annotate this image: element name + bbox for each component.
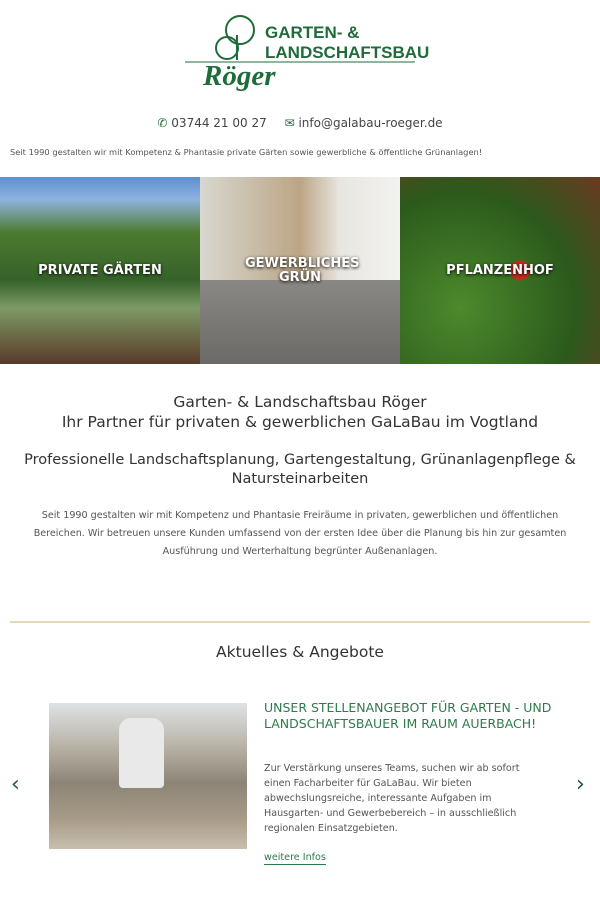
- logo-line-1: GARTEN- &: [265, 23, 360, 42]
- intro-title: [0, 392, 600, 432]
- email-address: info@galabau-roeger.de: [298, 116, 443, 130]
- logo-name: Röger: [203, 60, 276, 92]
- phone-number: 03744 21 00 27: [171, 116, 267, 130]
- logo-line-2: LANDSCHAFTSBAU: [265, 43, 430, 62]
- carousel-prev-button[interactable]: ‹: [11, 772, 20, 797]
- tile-gewerbliches-gruen[interactable]: [200, 177, 400, 364]
- intro-title-1: Garten- & Landschaftsbau Röger: [173, 393, 427, 411]
- news-title[interactable]: UNSER STELLENANGEBOT FÜR GARTEN - UND LANDSCHAFTSBAUER IM RAUM AUERBACH!: [264, 700, 552, 731]
- tile-label: GEWERBLICHES GRÜN: [245, 255, 360, 285]
- news-heading: Aktuelles & Angebote: [216, 643, 384, 661]
- phone-icon: ✆: [157, 116, 168, 130]
- tagline: Seit 1990 gestalten wir mit Kompetenz & Phantasie private Gärten sowie gewerbliche & öffentliche Grünanlagen!: [10, 147, 483, 157]
- envelope-icon: ✉: [284, 116, 295, 130]
- contact-bar: [0, 116, 600, 130]
- phone-link[interactable]: [157, 116, 266, 130]
- news-image[interactable]: [49, 703, 247, 849]
- tile-label: PRIVATE GÄRTEN: [38, 262, 162, 278]
- tile-pflanzenhof[interactable]: [400, 177, 600, 364]
- intro-text: Seit 1990 gestalten wir mit Kompetenz und Phantasie Freiräume in privaten, gewerblichen und öffentlichen Bereichen. Wir betreuen unsere Kunden umfassend von der ersten Idee über die Planung bis hin zur gesamten Ausführung und Werterhaltung begrünter Außenanlagen.: [33, 510, 567, 557]
- tile-private-gaerten[interactable]: [0, 177, 200, 364]
- intro-subtitle: Professionelle Landschaftsplanung, Gartengestaltung, Grünanlagenpflege & Natursteinarbeiten: [24, 452, 576, 487]
- tile-label: PFLANZENHOF: [446, 262, 554, 278]
- news-text: Zur Verstärkung unseres Teams, suchen wir ab sofort einen Facharbeiter für GaLaBau. Wir bieten abwechslungsreiche, interessante Aufgaben im Hausgarten- und Gewerbebereich – in ausschließlich regionalen Einsatzgebieten.: [264, 763, 520, 834]
- logo[interactable]: [185, 10, 430, 92]
- intro-title-2: Ihr Partner für privaten & gewerblichen GaLaBau im Vogtland: [61, 413, 539, 431]
- divider: [10, 621, 590, 623]
- more-info-link[interactable]: weitere Infos: [264, 852, 326, 863]
- email-link[interactable]: [285, 116, 443, 130]
- carousel-next-button[interactable]: ›: [576, 772, 585, 797]
